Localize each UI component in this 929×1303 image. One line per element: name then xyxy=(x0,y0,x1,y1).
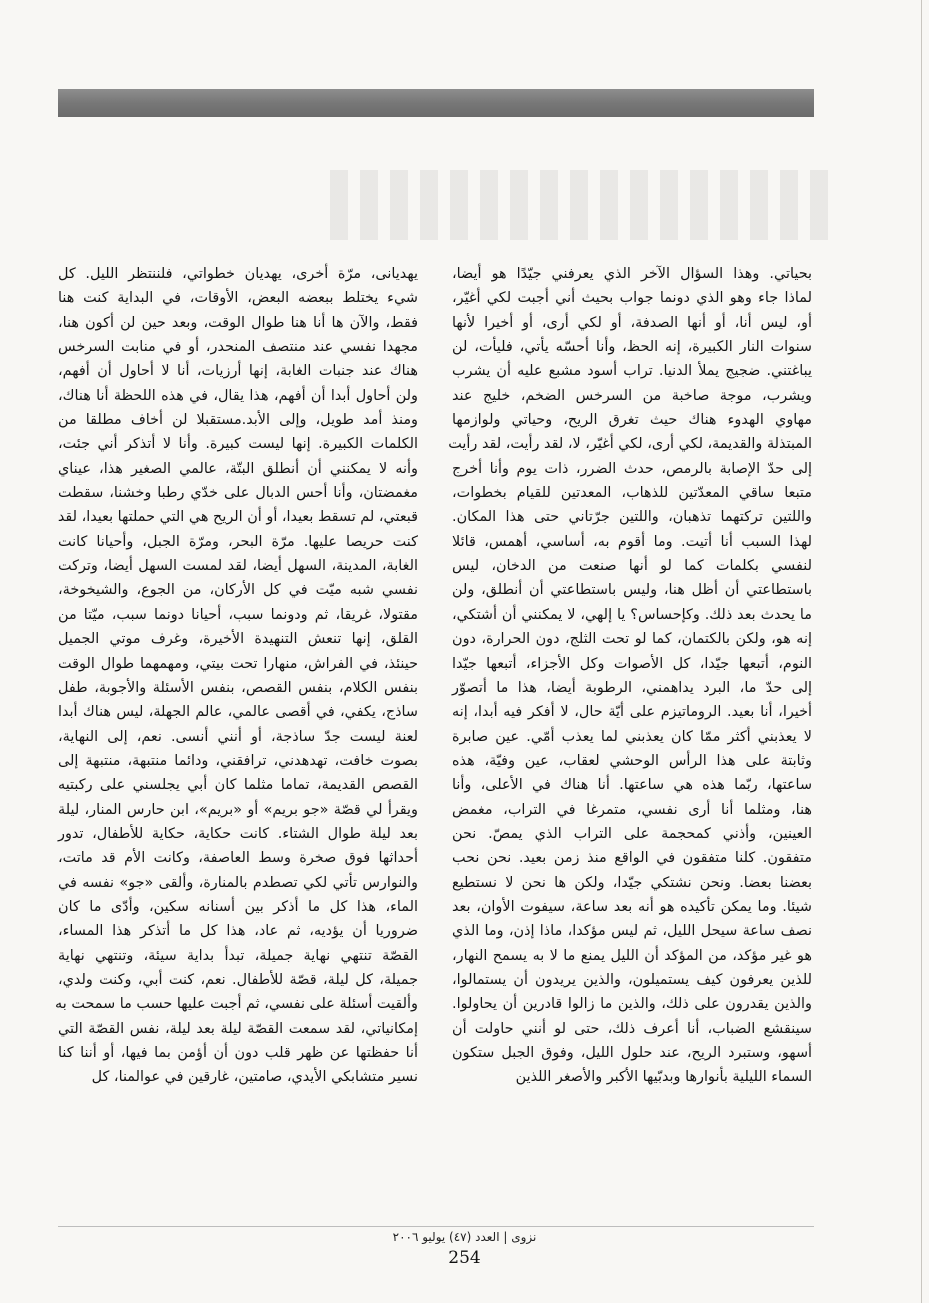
text-line: متفقون. كلنا متفقون في الواقع منذ زمن بعيد. نحن نحب xyxy=(452,850,812,867)
text-line: لهذا السبب أنا أتيت. وما أقوم به، أساسي، أهمس، قائلا xyxy=(452,533,812,550)
text-line: وثابتة على هذا الرأس الوحشي لعقاب، عين وفيّة، هذه xyxy=(452,752,812,769)
text-line: متبعا ساقي المعدّتين للذهاب، المعدتين للقيام بخطوات، xyxy=(452,485,812,502)
text-line: سينقشع الضباب، أنا أعرف ذلك، حتى لو أنني حاولت أن xyxy=(452,1020,812,1037)
text-line: ما يحدث بعد ذلك. وكإحساس؟ يا إلهي، لا يمكنني أن أشتكي، xyxy=(452,606,812,623)
text-line: بنفس الكلام، بنفس القصص، بنفس الأسئلة والأجوبة، طفل xyxy=(58,679,418,696)
text-line: نسير متشابكي الأيدي، صامتين، غارقين في عوالمنا، كل xyxy=(91,1069,418,1086)
text-line: لنفسي بكلمات كما لو أنها صنعت من الدخان، ليس xyxy=(452,558,812,575)
text-line: سنوات النار الكبيرة، إنه الحظ، وأنا أحسّه يأتي، فليأت، لن xyxy=(452,339,812,356)
text-line: ساعتها، ربّما هذه هي ساعتها. أنا هناك في الأعلى، وأنا xyxy=(452,777,812,794)
text-column-right xyxy=(448,262,812,1090)
text-line: إلى حدّ ما، البرد يداهمني، الرطوبة أيضا، هذا ما أتصوّر xyxy=(452,679,812,696)
text-line: والذين يقدرون على ذلك، والذين ما زالوا قادرين أن يحاولوا. xyxy=(452,996,812,1013)
text-line: لعنة ليست جدّ ساذجة، أو أنني أنسى. نعم، إلى النهاية، xyxy=(58,728,418,745)
text-line: ولن أحاول أبدا أن أفهم، هذا يقال، في هذه اللحظة أنا هناك، xyxy=(58,387,418,404)
text-line: النوم، أتبعها جيّدا، كل الأصوات وكل الأجزاء، أتبعها جيّدا xyxy=(452,655,812,672)
text-line: بعد ليلة طوال الشتاء. كانت حكاية، حكاية للأطفال، تدور xyxy=(58,825,418,842)
text-line: أحداثها فوق صخرة وسط العاصفة، وكانت الأم قد ماتت، xyxy=(58,850,418,867)
footer-rule xyxy=(58,1226,814,1227)
text-line: والنوارس تأتي لكي تصطدم بالمنارة، وألقى «جو» نفسه في xyxy=(58,874,418,891)
text-line: بحياتي. وهذا السؤال الآخر الذي يعرفني جيّدًا هو أيضا، xyxy=(452,266,812,282)
text-line: إمكانياتي، لقد سمعت القصّة ليلة بعد ليلة، نفس القصّة التي xyxy=(58,1020,418,1037)
text-line: وألقيت أسئلة على نفسي، ثم أجبت عليها حسب ما سمحت به xyxy=(55,996,418,1013)
text-line: واللتين تركتهما تذهبان، واللتين جرّتاني حتى هذا المكان. xyxy=(452,509,812,526)
text-line: هو غير مؤكد، من المؤكد أن الليل يمنع ما لا به يسمح النهار، xyxy=(452,947,812,964)
page-number: 254 xyxy=(448,1248,481,1268)
text-line: شيء يختلط ببعضه البعض، الأوقات، في البداية كنت هنا xyxy=(58,290,418,307)
text-line: للذين يعرفون كيف يستميلون، والذين يريدون أن يستمالوا، xyxy=(452,971,812,988)
text-line: إنه هو، ولكن بالكتمان، كما لو تحت الثلج، دون الحرارة، دون xyxy=(452,631,812,648)
text-line: ساذج، يكفي، في أقصى عالمي، عالم الجهلة، ليس هناك أبدا xyxy=(58,704,418,721)
text-line: باستطاعتي أن أظل هنا، وليس باستطاعتي أن أنطلق، ولن xyxy=(452,582,812,599)
text-line: بعضنا بعضا. ونحن نشتكي جيّدا، ولكن ها نحن لا نستطيع xyxy=(452,874,812,891)
text-line: مجهدا نفسي عند منتصف المنحدر، أو في منابت السرخس xyxy=(58,339,418,356)
text-line: ضروريا أن يؤديه، ثم عاد، هذا كل ما أتذكر هذا المساء، xyxy=(58,923,418,940)
text-column-left xyxy=(55,262,418,1090)
text-line: أنا حفظتها عن ظهر قلب دون أن أؤمن بما فيها، أو أننا كنا xyxy=(58,1045,418,1061)
text-line: قبعتي، لم تسقط بعيدا، أو أن الريح هي التي حملتها بعيدا، لقد xyxy=(57,509,418,526)
faded-title-area xyxy=(330,170,830,240)
text-line: حينئذ، في الفراش، منهارا تحت بيتي، ومهمهما طوال الوقت xyxy=(58,655,418,672)
text-line: بصوت خافت، تهدهدني، ترافقني، ودائما منتبهة، منتبهة إلى xyxy=(58,752,418,769)
text-line: لا يعذبني أكثر ممّا كان يعذبني لما يعذب أمّي. عين صابرة xyxy=(452,728,812,745)
text-line: ومنذ أمد طويل، وإلى الأبد.مستقبلا لن أخاف مطلقا من xyxy=(58,412,418,429)
text-line: مهاوي الهدوء هناك حيث تغرق الريح، وحياتي ولوازمها xyxy=(452,412,812,429)
text-line: الكلمات الكبيرة. إنها ليست كبيرة. وأنا لا أتذكر أني جئت، xyxy=(58,436,418,453)
text-line: القلق، إنها تنعش التنهيدة الأخيرة، وغرف موتي الجميل xyxy=(58,631,418,648)
text-line: أسهو، وستبرد الريح، عند حلول الليل، وفوق الجبل ستكون xyxy=(452,1045,812,1061)
text-line: القصّة تنتهي نهاية جميلة، تبدأ بداية سيئة، وتنتهي نهاية xyxy=(58,947,418,964)
text-line: يباغتني. ضجيج يملأ الدنيا. تراب أسود مشبع عليه أن يشرب xyxy=(452,363,812,380)
text-line: مقتولا، غريقا، ثم ودونما سبب، أحيانا دونما سبب، ميّتا من xyxy=(58,606,418,623)
text-line: نفسي شبه ميّت في كل الأركان، من الجوع، والشيخوخة، xyxy=(58,582,418,599)
text-line: ويقرأ لي قصّة «جو بريم» أو «بريم»، ابن حارس المنار، ليلة xyxy=(58,801,418,818)
text-line: المبتذلة والقديمة، لكي أرى، لكي أغيّر، لا، لقد رأيت، لقد رأيت xyxy=(448,436,812,453)
text-line: جميلة، كل ليلة، قصّة للأطفال. نعم، كنت أبي، وكنت ولدي، xyxy=(58,971,418,988)
text-line: السماء الليلية بأنوارها وبدبّيها الأكبر والأصغر اللذين xyxy=(515,1069,812,1086)
text-line: وأنه لا يمكنني أن أنطلق البتّة، عالمي الصغير هذا، عيناي xyxy=(58,460,418,477)
text-line: هنا، ومثلما أنا أرى نفسي، متمرغا في التراب، مغمض xyxy=(452,801,812,818)
text-line: العينين، وأذني كمحجمة على التراب الذي يمصّ. نحن xyxy=(452,825,812,842)
text-line: أخيرا، أنا بعيد. الروماتيزم على أيّة حال، لا أفكر فيه أبدا، إنه xyxy=(452,704,812,721)
header-bar xyxy=(58,89,814,117)
text-line: ويشرب، موجة صاخبة من السرخس الضخم، خليج عند xyxy=(452,387,812,404)
text-line: القصص القديمة، تماما مثلما كان أبي يجلسني على ركبتيه xyxy=(58,777,418,794)
page-edge-line xyxy=(921,0,922,1303)
text-line: الغابة، المدينة، السهل أيضا، لقد لمست السهل أيضا، وتركت xyxy=(58,558,418,575)
text-line: إلى حدّ الإصابة بالرمص، حدث الضرر، ذات يوم وأنا أخرج xyxy=(452,460,812,477)
text-line: نصف ساعة سيحل الليل، ثم ليس مؤكدا، ماذا إذن، وما الذي xyxy=(452,923,812,940)
text-line: هناك عند جنبات الغابة، إنها أرزيات، أنا لا أحاول أن أفهم، xyxy=(58,363,418,380)
text-line: فقط، والآن ها أنا هنا طوال الوقت، وبعد حين لن أكون هنا، xyxy=(58,314,418,331)
text-line: أو، ليس أنا، أو أنها الصدفة، أو لكي أرى، أو أخيرا لأنها xyxy=(452,314,812,331)
text-line: كنت حريصا عليها. مرّة البحر، ومرّة الجبل، وأحيانا كانت xyxy=(58,533,418,550)
footer-issue-info: نزوى | العدد (٤٧) يوليو ٢٠٠٦ xyxy=(392,1230,537,1244)
text-line: الماء، هذا كل ما أذكر بين أسنانه سكين، وأدّى ما كان xyxy=(58,898,418,915)
text-line: مغمضتان، وأنا أحس الدبال على خدّي رطبا وخشنا، سقطت xyxy=(58,485,418,502)
text-line: لماذا جاء وهو الذي دونما جواب بحيث أني أجبت لكي أغيّر، xyxy=(452,290,812,307)
text-line: يهديانى، مرّة أخرى، يهديان خطواتي، فلننتظر الليل. كل xyxy=(58,266,418,282)
text-line: شيئا. وما يمكن تأكيده هو أنه بعد ساعة، سيفوت الأوان، بعد xyxy=(452,898,812,915)
